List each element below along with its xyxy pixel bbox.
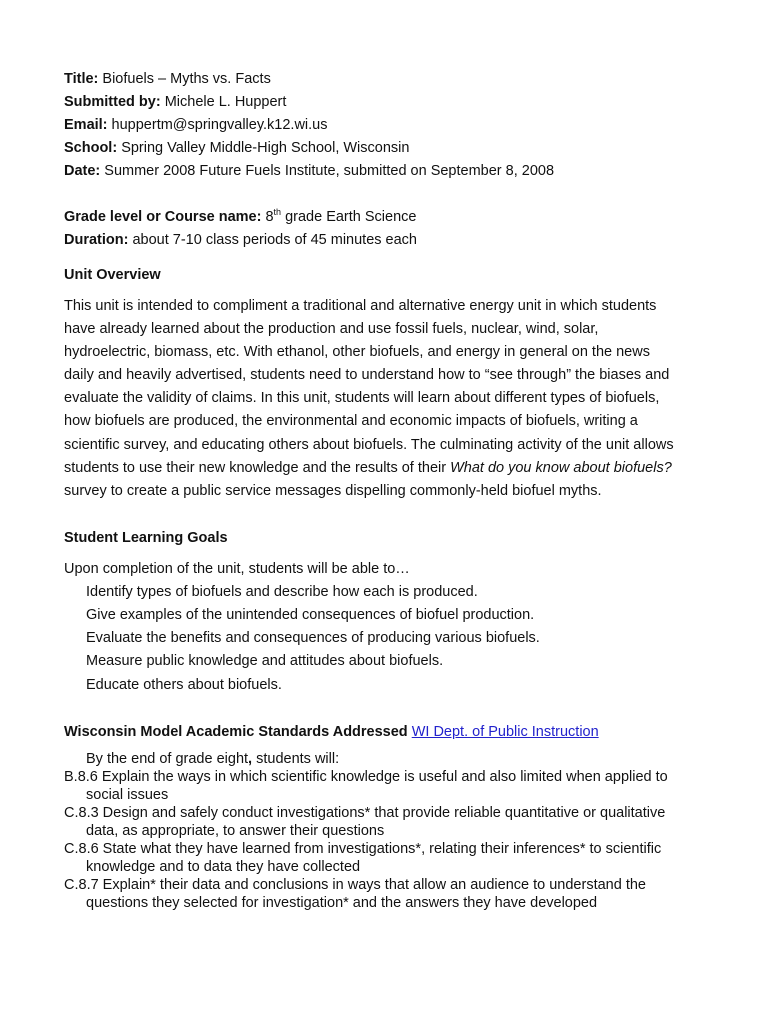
standards-intro-comma: , — [248, 750, 253, 767]
learning-goals-intro: Upon completion of the unit, students will be able to… — [64, 560, 410, 577]
date-line — [64, 160, 714, 183]
standard-item — [64, 840, 714, 876]
email-value: huppertm@springvalley.k12.wi.us — [107, 117, 328, 133]
overview-line-text: students to use their new knowledge and the results of their — [64, 459, 451, 476]
learning-goals-heading: Student Learning Goals — [64, 529, 228, 546]
duration-value: about 7-10 class periods of 45 minutes each — [128, 232, 418, 248]
unit-overview-paragraph — [64, 295, 714, 503]
submitted-line — [64, 91, 714, 114]
standard-text: C.8.3 Design and safely conduct investigations* that provide reliable quantitative or qualitative — [64, 804, 666, 821]
standard-item — [64, 768, 714, 804]
overview-line: hydroelectric, biomass, etc. With ethanol, other biofuels, and energy in general on the news — [64, 344, 650, 361]
title-line — [64, 68, 714, 91]
learning-goal-item: Measure public knowledge and attitudes about biofuels. — [86, 653, 444, 670]
overview-line: This unit is intended to compliment a traditional and alternative energy unit in which students — [64, 298, 657, 314]
email-line — [64, 114, 714, 137]
school-value: Spring Valley Middle-High School, Wisconsin — [117, 140, 410, 156]
standard-text: B.8.6 Explain the ways in which scientific knowledge is useful and also limited when applied to — [64, 768, 668, 785]
title-value: Biofuels – Myths vs. Facts — [98, 71, 271, 87]
document-page — [64, 68, 714, 912]
date-label: Date: — [64, 163, 101, 179]
overview-line: evaluate the validity of claims. In this unit, students will learn about different types of biofuels, — [64, 390, 660, 407]
duration-label: Duration: — [64, 232, 129, 248]
grade-superscript: th — [273, 207, 282, 218]
standard-text-cont: questions they selected for investigation* and the answers they have developed — [86, 894, 598, 911]
overview-line: have already learned about the production and use fossil fuels, nuclear, wind, solar, — [64, 321, 599, 338]
standards-intro-text-end: students will: — [252, 750, 340, 767]
overview-line: survey to create a public service messages dispelling commonly-held biofuel myths. — [64, 482, 602, 499]
grade-number: 8 — [261, 209, 274, 225]
standards-intro-text: By the end of grade eight — [86, 750, 249, 767]
overview-line — [64, 457, 714, 480]
standards-intro — [64, 750, 714, 768]
standard-text-cont: social issues — [86, 786, 169, 803]
standards-heading — [64, 721, 714, 744]
grade-line — [64, 206, 714, 229]
date-value: Summer 2008 Future Fuels Institute, submitted on September 8, 2008 — [100, 163, 555, 179]
overview-line: scientific survey, and educating others about biofuels. The culminating activity of the unit allows — [64, 436, 674, 453]
email-label: Email: — [64, 117, 108, 133]
learning-goal-item: Give examples of the unintended consequences of biofuel production. — [86, 607, 535, 624]
standard-text-cont: data, as appropriate, to answer their questions — [86, 822, 385, 839]
learning-goal-item: Evaluate the benefits and consequences of producing various biofuels. — [86, 630, 540, 647]
standard-text: C.8.7 Explain* their data and conclusions in ways that allow an audience to understand the — [64, 876, 646, 893]
standard-text-cont: knowledge and to data they have collected — [86, 858, 361, 875]
school-label: School: — [64, 140, 118, 156]
overview-line: how biofuels are produced, the environmental and economic impacts of biofuels, writing a — [64, 413, 638, 430]
standard-text: C.8.6 State what they have learned from investigations*, relating their inferences* to scientific — [64, 840, 662, 857]
standards-heading-text: Wisconsin Model Academic Standards Addressed — [64, 723, 408, 740]
submitted-value: Michele L. Huppert — [160, 94, 287, 110]
grade-rest: grade Earth Science — [281, 209, 417, 225]
duration-line — [64, 229, 714, 252]
spacer — [64, 183, 714, 206]
title-label: Title: — [64, 71, 99, 87]
standard-item — [64, 804, 714, 840]
survey-title: What do you know about biofuels? — [450, 459, 672, 476]
standard-item — [64, 876, 714, 912]
wi-dpi-link[interactable]: WI Dept. of Public Instruction — [411, 723, 599, 740]
grade-label: Grade level or Course name: — [64, 209, 262, 225]
school-line — [64, 137, 714, 160]
learning-goal-item: Identify types of biofuels and describe how each is produced. — [86, 583, 478, 600]
unit-overview-heading: Unit Overview — [64, 267, 161, 283]
overview-line: daily and heavily advertised, students need to understand how to “see through” the biases and — [64, 367, 670, 384]
learning-goal-item: Educate others about biofuels. — [86, 676, 282, 693]
submitted-label: Submitted by: — [64, 94, 161, 110]
